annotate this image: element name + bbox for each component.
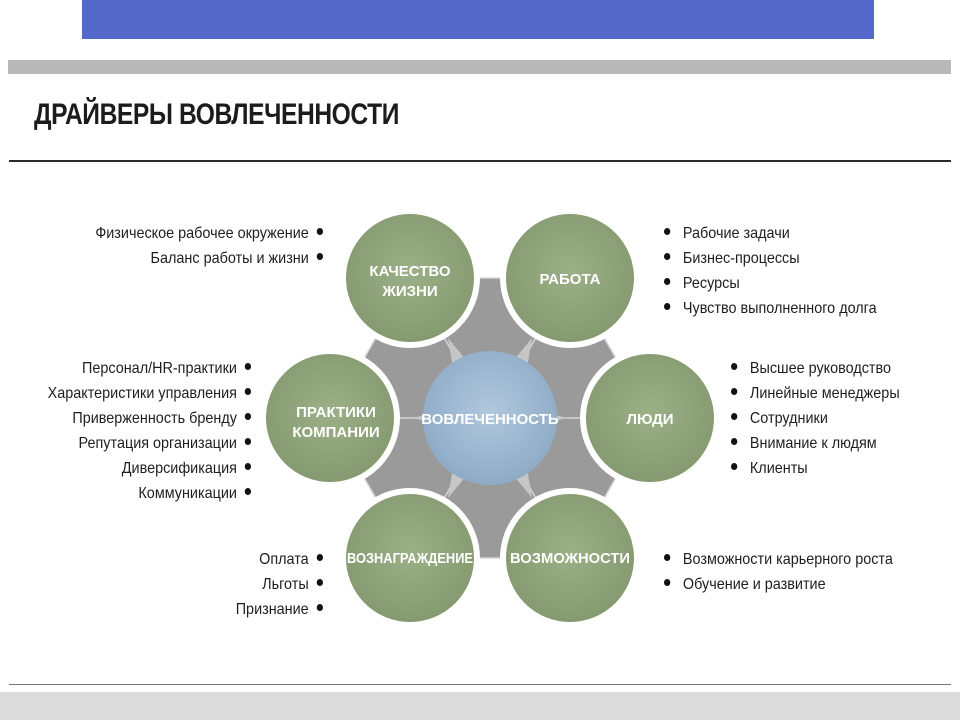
bullet-dot (317, 554, 323, 561)
bullet-dot (664, 579, 670, 586)
list-item: Репутация организации (47, 431, 251, 456)
list-item: Возможности карьерного роста (664, 547, 893, 572)
list-item: Бизнес-процессы (664, 246, 877, 271)
list-item: Диверсификация (47, 456, 251, 481)
list-item: Персонал/HR-практики (47, 356, 251, 381)
list-item: Сотрудники (731, 406, 900, 431)
list-opportunities (664, 547, 918, 597)
list-item: Клиенты (731, 456, 900, 481)
bullet-dot (664, 303, 670, 310)
slide-title: ДРАЙВЕРЫ ВОВЛЕЧЕННОСТИ (34, 98, 400, 131)
list-item: Чувство выполненного долга (664, 296, 877, 321)
bullet-dot (731, 463, 737, 470)
list-item: Физическое рабочее окружение (95, 221, 323, 246)
list-item: Линейные менеджеры (731, 381, 900, 406)
driver-label-practices-2: КОМПАНИИ (292, 424, 380, 441)
list-item: Баланс работы и жизни (95, 246, 323, 271)
bullet-dot (317, 228, 323, 235)
driver-label-quality-1: КАЧЕСТВО (369, 263, 451, 280)
list-item: Льготы (236, 572, 323, 597)
bullet-dot (317, 253, 323, 260)
bullet-dot (317, 604, 323, 611)
list-item: Характеристики управления (47, 381, 251, 406)
bullet-dot (245, 463, 251, 470)
list-company-practices (25, 356, 251, 506)
bullet-dot (245, 438, 251, 445)
bullet-dot (664, 253, 670, 260)
list-item: Внимание к людям (731, 431, 900, 456)
bullet-dot (245, 363, 251, 370)
list-people (731, 356, 918, 481)
list-item: Оплата (236, 547, 323, 572)
list-work (664, 221, 900, 321)
bullet-dot (317, 579, 323, 586)
footer-divider (9, 684, 951, 685)
driver-label-work: РАБОТА (539, 271, 601, 288)
bullet-dot (245, 488, 251, 495)
list-item: Ресурсы (664, 271, 877, 296)
list-item: Высшее руководство (731, 356, 900, 381)
driver-label-quality-2: ЖИЗНИ (382, 283, 438, 300)
bullet-dot (245, 388, 251, 395)
list-item: Приверженность бренду (47, 406, 251, 431)
bullet-dot (664, 278, 670, 285)
bullet-dot (731, 388, 737, 395)
list-item: Рабочие задачи (664, 221, 877, 246)
bullet-dot (664, 228, 670, 235)
bullet-dot (245, 413, 251, 420)
list-rewards (226, 547, 323, 622)
driver-label-rewards: ВОЗНАГРАЖДЕНИЕ (347, 550, 473, 567)
driver-label-opportunities: ВОЗМОЖНОСТИ (510, 550, 630, 567)
center-label: ВОВЛЕЧЕННОСТЬ (421, 411, 559, 428)
bullet-dot (731, 363, 737, 370)
bullet-dot (731, 413, 737, 420)
driver-label-practices-1: ПРАКТИКИ (296, 404, 376, 421)
bullet-dot (731, 438, 737, 445)
list-item: Коммуникации (47, 481, 251, 506)
driver-label-people: ЛЮДИ (626, 411, 674, 428)
list-item: Признание (236, 597, 323, 622)
list-item: Обучение и развитие (664, 572, 893, 597)
bullet-dot (664, 554, 670, 561)
list-quality-of-life (70, 221, 323, 271)
footer-band (0, 692, 960, 720)
